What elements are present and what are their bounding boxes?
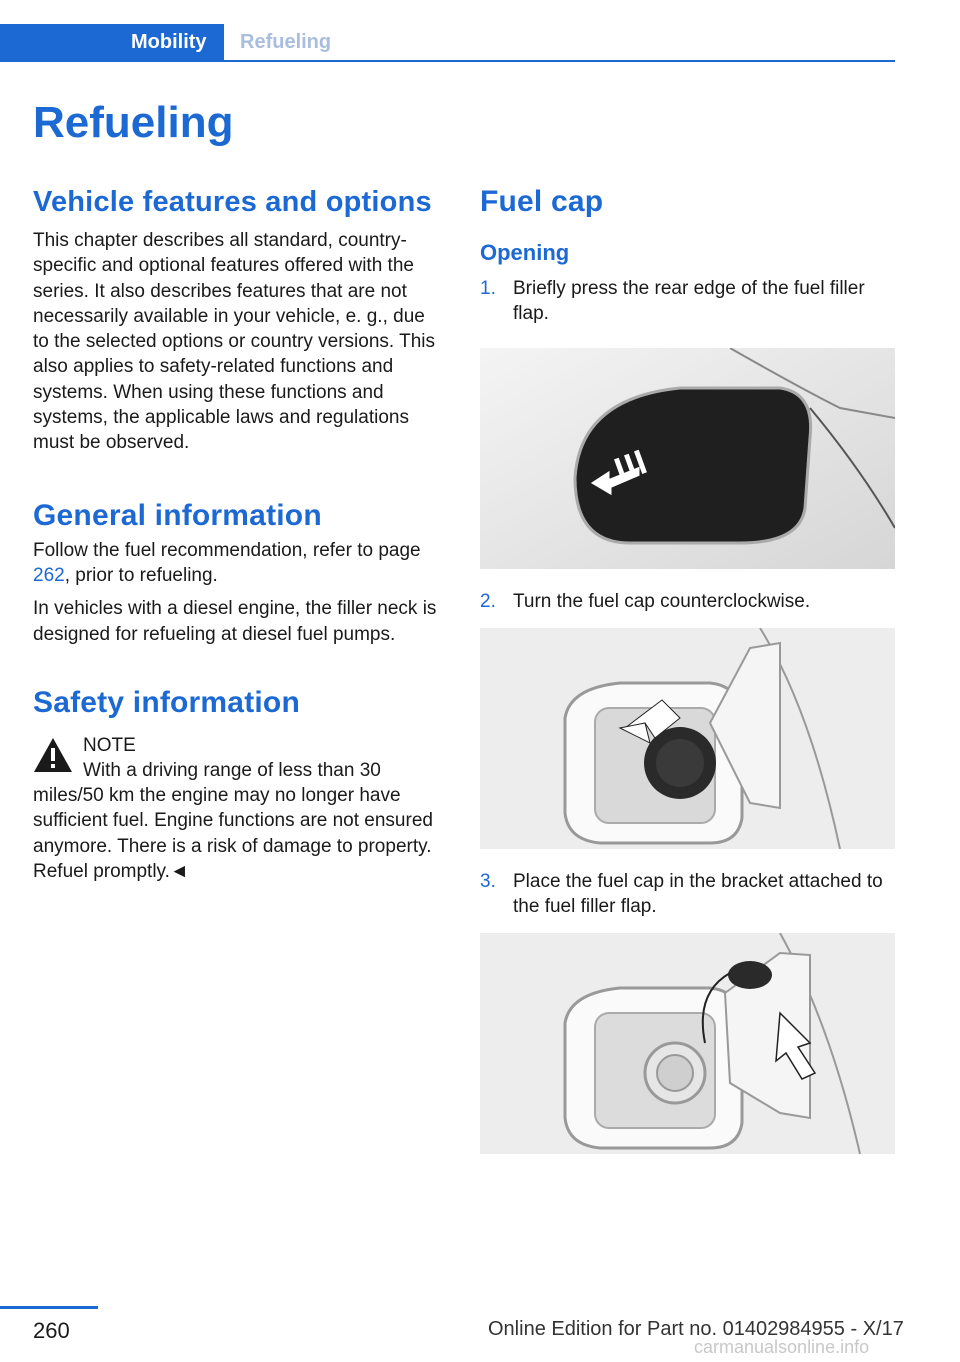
note-label: NOTE (83, 734, 136, 756)
general-info-paragraph-2: In vehicles with a diesel engine, the filler neck is designed for refueling at diesel fuel pumps. (33, 598, 437, 645)
fuel-cap-turn-image (480, 628, 895, 849)
left-column (33, 180, 445, 884)
step-text: Turn the fuel cap counterclockwise. (513, 590, 811, 612)
watermark: carmanualsonline.info (694, 1337, 870, 1357)
step-number: 2. (480, 590, 496, 612)
footer-edition: Online Edition for Part no. 01402984955 - X/17 (488, 1318, 904, 1340)
page-title: Refueling (33, 98, 234, 147)
page-reference-link[interactable]: 262 (33, 564, 65, 586)
note-text (33, 758, 445, 884)
general-info-text-before: Follow the fuel recommendation, refer to page (33, 539, 421, 561)
step-2 (480, 589, 895, 614)
header-tabbar (0, 24, 895, 62)
section-body-vehicle-features: This chapter describes all standard, country-specific and optional features offered with the series. It also describes features that are not necessarily available in your vehicle, e. g., due to the selected options or country versions. This also applies to safety-related functions and systems. When using these functions and systems, the applicable laws and regulations must be observed. (33, 230, 436, 454)
warning-triangle-icon (33, 737, 73, 773)
general-info-paragraph-1 (33, 538, 445, 589)
fuel-filler-flap-image (480, 348, 895, 569)
subheading-opening: Opening (480, 240, 570, 265)
section-heading-fuel-cap: Fuel cap (480, 185, 604, 218)
section-heading-general-information: General information (33, 498, 322, 532)
note-block (33, 733, 445, 884)
page-number: 260 (33, 1318, 70, 1343)
note-text-content: With a driving range of less than 30 miles/50 km the engine may no longer have sufficient fuel. Engine functions are not ensured anymore. There is a risk of damage to property. Refuel promptly.◄ (33, 759, 433, 883)
step-number: 3. (480, 870, 496, 892)
section-heading-vehicle-features: Vehicle features and options (33, 186, 432, 218)
fuel-cap-bracket-illustration (480, 933, 895, 1154)
tab-refueling[interactable]: Refueling (240, 31, 332, 53)
step-1 (480, 276, 895, 327)
step-number: 1. (480, 278, 496, 299)
step-3 (480, 869, 895, 920)
step-text: Place the fuel cap in the bracket attached to the fuel filler flap. (513, 870, 883, 918)
fuel-filler-flap-illustration (480, 348, 895, 569)
fuel-cap-bracket-image (480, 933, 895, 1154)
section-heading-safety-information: Safety information (33, 685, 300, 719)
step-text: Briefly press the rear edge of the fuel filler flap. (513, 278, 865, 325)
general-info-text-after: , prior to refueling. (64, 564, 218, 586)
right-column (480, 180, 895, 1154)
tab-mobility[interactable]: Mobility (0, 24, 224, 60)
footer-rule (0, 1306, 98, 1309)
fuel-cap-turn-illustration (480, 628, 895, 849)
